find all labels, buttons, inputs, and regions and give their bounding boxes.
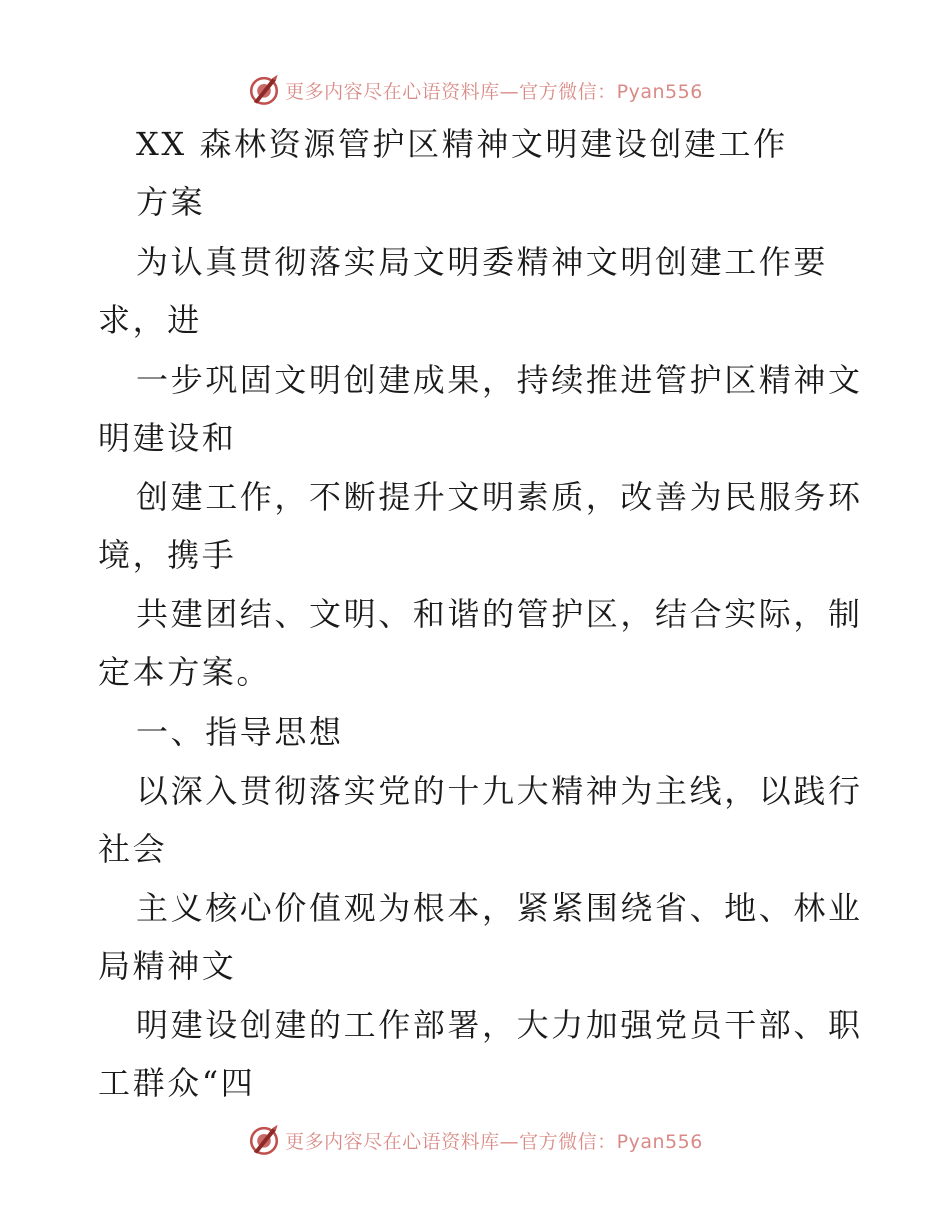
paragraph-line: 明建设创建的工作部署，大力加强党员干部、职 bbox=[136, 1006, 863, 1044]
header-watermark bbox=[0, 70, 950, 110]
paragraph-line: 局精神文 bbox=[98, 947, 237, 985]
footer-watermark bbox=[0, 1120, 950, 1160]
paragraph-line: 求，进 bbox=[98, 301, 202, 339]
paragraph-line: 创建工作，不断提升文明素质，改善为民服务环 bbox=[136, 478, 863, 516]
brush-logo-icon bbox=[247, 1123, 281, 1157]
watermark-text: 更多内容尽在心语资料库—官方微信：Pyan556 bbox=[285, 1130, 703, 1153]
paragraph-line: 共建团结、文明、和谐的管护区，结合实际，制 bbox=[136, 595, 863, 633]
document-title-line-2: 方案 bbox=[136, 183, 206, 221]
document-title-line-1: XX 森林资源管护区精神文明建设创建工作 bbox=[136, 125, 788, 163]
paragraph-line: 境，携手 bbox=[98, 536, 237, 574]
watermark-text: 更多内容尽在心语资料库—官方微信：Pyan556 bbox=[285, 80, 703, 103]
paragraph-line: 明建设和 bbox=[98, 419, 237, 457]
paragraph-line: 工群众“四 bbox=[98, 1064, 256, 1102]
paragraph-line: 一步巩固文明创建成果，持续推进管护区精神文 bbox=[136, 361, 863, 399]
section-heading: 一、指导思想 bbox=[136, 713, 344, 751]
paragraph-line: 以深入贯彻落实党的十九大精神为主线，以践行 bbox=[136, 772, 863, 810]
paragraph-line: 社会 bbox=[98, 830, 168, 868]
brush-logo-icon bbox=[247, 73, 281, 107]
paragraph-line: 定本方案。 bbox=[98, 653, 272, 691]
paragraph-line: 为认真贯彻落实局文明委精神文明创建工作要 bbox=[136, 243, 829, 281]
paragraph-line: 主义核心价值观为根本，紧紧围绕省、地、林业 bbox=[136, 889, 863, 927]
